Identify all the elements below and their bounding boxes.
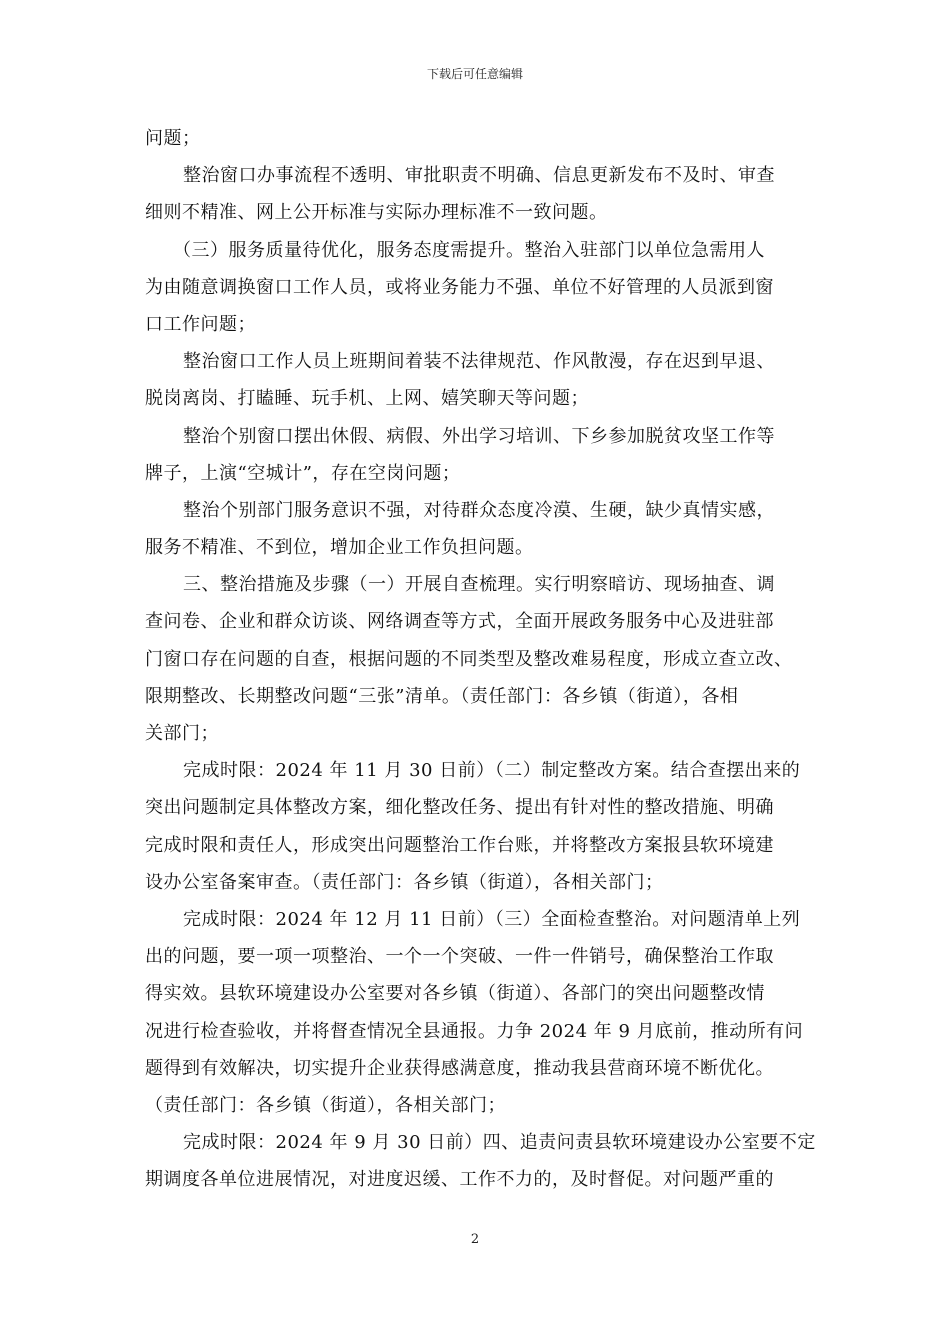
- body-line: 关部门；: [145, 723, 219, 744]
- body-line: 整治个别窗口摆出休假、病假、外出学习培训、下乡参加脱贫攻坚工作等: [183, 425, 775, 447]
- body-line: 完成时限和责任人，形成突出问题整治工作台账，并将整改方案报县软环境建: [145, 834, 774, 856]
- body-line: 整治窗口办事流程不透明、审批职责不明确、信息更新发布不及时、审查: [183, 165, 775, 187]
- page-number: 2: [470, 1232, 480, 1247]
- body-line: 完成时限：2024 年 9 月 30 日前）四、追责问责县软环境建设办公室要不定: [183, 1132, 816, 1154]
- body-line: 完成时限：2024 年 12 月 11 日前）（三）全面检查整治。对问题清单上列: [183, 908, 801, 930]
- body-line: 脱岗离岗、打瞌睡、玩手机、上网、嬉笑聊天等问题；: [145, 388, 589, 410]
- body-line: 门窗口存在问题的自查，根据问题的不同类型及整改难易程度，形成立查立改、: [145, 648, 793, 670]
- document-body: [145, 120, 816, 1198]
- body-line: 为由随意调换窗口工作人员，或将业务能力不强、单位不好管理的人员派到窗: [145, 276, 774, 298]
- body-line: （责任部门：各乡镇（街道），各相关部门；: [145, 1094, 506, 1116]
- body-line: 设办公室备案审查。（责任部门：各乡镇（街道），各相关部门；: [145, 871, 664, 893]
- body-line: 期调度各单位进展情况，对进度迟缓、工作不力的，及时督促。对问题严重的: [145, 1169, 774, 1191]
- body-line: 问题；: [145, 128, 201, 149]
- body-line: 题得到有效解决，切实提升企业获得感满意度，推动我县营商环境不断优化。: [145, 1057, 774, 1079]
- body-line: 整治窗口工作人员上班期间着装不法律规范、作风散漫，存在迟到早退、: [183, 351, 775, 373]
- body-line: 口工作问题；: [145, 313, 256, 335]
- body-line: 服务不精准、不到位，增加企业工作负担问题。: [145, 537, 534, 559]
- body-line: （三）服务质量待优化，服务态度需提升。整治入驻部门以单位急需用人: [173, 239, 765, 261]
- body-line: 整治个别部门服务意识不强，对待群众态度冷漠、生硬，缺少真情实感，: [183, 499, 775, 521]
- body-line: 突出问题制定具体整改方案，细化整改任务、提出有针对性的整改措施、明确: [145, 797, 774, 819]
- body-line: 况进行检查验收，并将督查情况全县通报。力争 2024 年 9 月底前，推动所有问: [145, 1020, 804, 1042]
- body-line: 得实效。县软环境建设办公室要对各乡镇（街道）、各部门的突出问题整改情: [145, 983, 765, 1005]
- body-line: 出的问题，要一项一项整治、一个一个突破、一件一件销号，确保整治工作取: [145, 946, 774, 968]
- body-line: 牌子，上演“空城计”，存在空岗问题；: [145, 462, 461, 484]
- body-line: 查问卷、企业和群众访谈、网络调查等方式，全面开展政务服务中心及进驻部: [145, 611, 774, 633]
- body-line: 细则不精准、网上公开标准与实际办理标准不一致问题。: [145, 202, 608, 224]
- page-header: 下载后可任意编辑: [426, 67, 523, 81]
- body-line: 限期整改、长期整改问题“三张”清单。（责任部门：各乡镇（街道），各相: [145, 685, 739, 707]
- body-line: 完成时限：2024 年 11 月 30 日前）（二）制定整改方案。结合查摆出来的: [183, 760, 801, 782]
- body-line: 三、整治措施及步骤（一）开展自查梳理。实行明察暗访、现场抽查、调: [183, 574, 775, 596]
